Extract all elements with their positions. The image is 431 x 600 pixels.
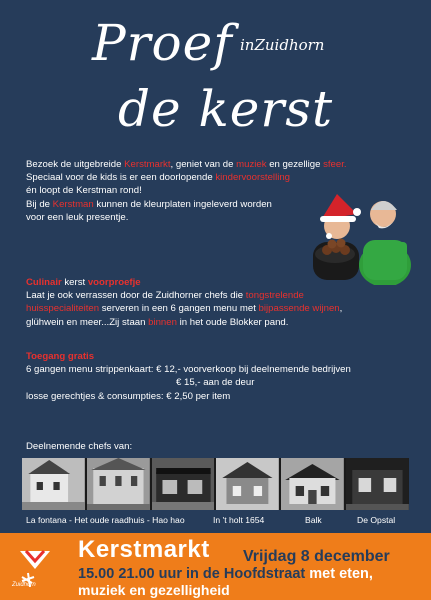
toegang-line-3: losse gerechtjes & consumpties: € 2,50 per item [26,390,231,402]
intro-line-5: voor een leuk presentje. [26,211,129,223]
caption-de-opstal: De Opstal [357,515,396,525]
bottom-banner [0,533,431,600]
caption-group-1: La fontana - Het oude raadhuis - Hao hao [26,515,185,525]
photo-hao-hao [152,458,215,510]
toegang-heading: Toegang gratis [26,351,95,362]
photo-balk [281,458,344,510]
banner-kerstmarkt: Kerstmarkt [78,536,210,563]
title-in-zuidhorn: inZuidhorn [240,36,325,54]
culinair-line-3: glühwein en meer...Zij staan binnen in het oude Blokker pand. [26,316,289,328]
intro-line-3: én loopt de Kerstman rond! [26,185,142,197]
photo-la-fontana [22,458,85,510]
title-proef: Proef [92,14,233,72]
toegang-paragraph [26,350,351,403]
logo-text: Zuidhorn [12,582,36,588]
photo-het-oude-raadhuis [87,458,150,510]
santa-illustration [305,180,415,285]
intro-line-4: Bij de Kerstman kunnen de kleurplaten ingeleverd worden [26,198,272,210]
culinair-line-1: Laat je ook verrassen door de Zuidhorner chefs die tongstrelende [26,290,304,302]
banner-line-2: muziek en gezelligheid [78,582,230,598]
banner-date: Vrijdag 8 december [243,548,390,565]
chefs-label: Deelnemende chefs van: [26,441,133,452]
toegang-line-1: 6 gangen menu strippenkaart: € 12,- voorverkoop bij deelnemende bedrijven [26,364,351,376]
intro-paragraph [26,158,347,224]
caption-balk: Balk [305,515,322,525]
caption-in-t-holt: In 't holt 1654 [213,515,265,525]
culinair-line-2: huisspecialiteiten serveren in een 6 gangen menu met bijpassende wijnen, [26,303,343,315]
toegang-line-2: € 15,- aan de deur [176,377,255,389]
intro-line-1: Bezoek de uitgebreide Kerstmarkt, geniet van de muziek en gezellige sfeer. [26,159,347,170]
culinair-paragraph [26,276,342,329]
chefs-photo-strip [22,458,409,510]
zuidhorn-logo-icon [18,547,52,587]
banner-time: 15.00 21.00 uur in de Hoofdstraat met eten, [78,566,373,582]
culinair-heading: Culinair kerst voorproefje [26,277,141,288]
photo-de-opstal [346,458,409,510]
intro-line-2: Speciaal voor de kids is er een doorlopende kindervoorstelling [26,172,290,184]
photo-in-t-holt-1654 [216,458,279,510]
title-de-kerst: de kerst [118,80,334,138]
